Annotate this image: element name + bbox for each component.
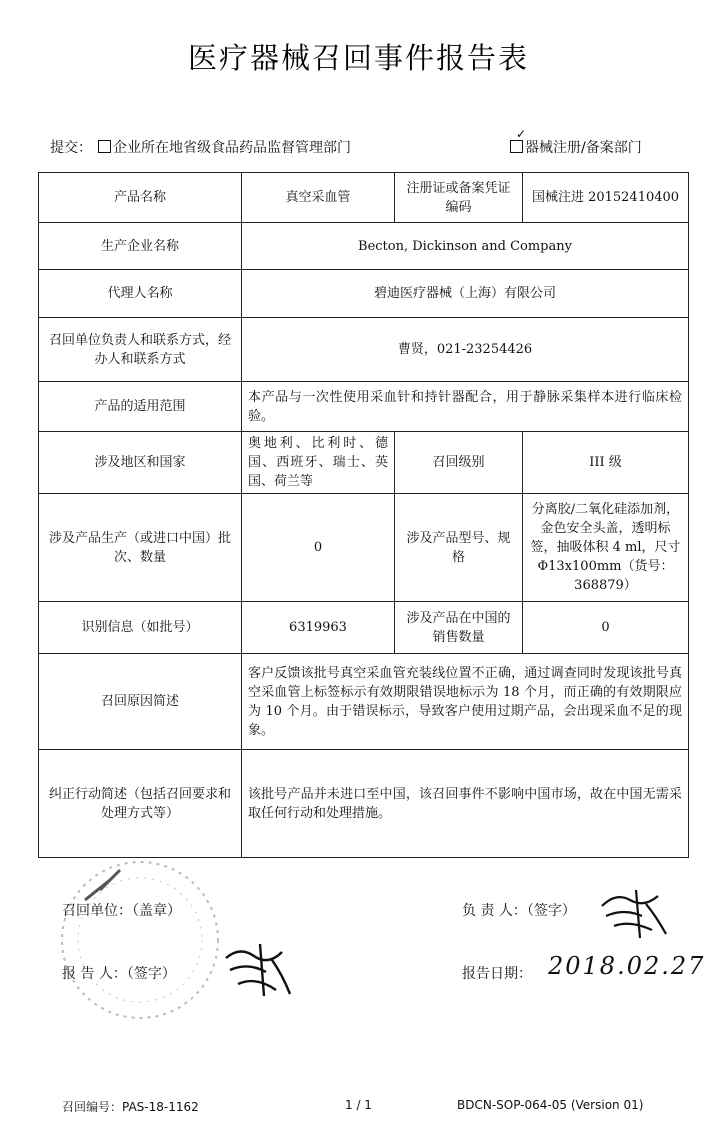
manufacturer-value: Becton, Dickinson and Company bbox=[242, 223, 689, 270]
product-name-label: 产品名称 bbox=[39, 173, 242, 223]
model-value: 分离胶/二氧化硅添加剂，金色安全头盖，透明标签，抽吸体积 4 ml，尺寸 Φ13x100mm（货号：368879） bbox=[523, 494, 689, 602]
manufacturer-label: 生产企业名称 bbox=[39, 223, 242, 270]
table-row bbox=[39, 318, 689, 382]
recall-number: 召回编号：PAS-18-1162 bbox=[62, 1100, 199, 1114]
page-number: 1 / 1 bbox=[345, 1098, 372, 1112]
checkbox-icon[interactable] bbox=[98, 140, 111, 153]
submit-label: 提交： bbox=[50, 140, 92, 156]
reg-cert-label: 注册证或备案凭证编码 bbox=[395, 173, 523, 223]
batch-value: 0 bbox=[242, 494, 395, 602]
recall-unit-label: 召回单位：（盖章） bbox=[62, 903, 181, 919]
company-seal-icon bbox=[40, 840, 240, 1040]
table-row bbox=[39, 270, 689, 318]
reason-value: 客户反馈该批号真空采血管充装线位置不正确，通过调查同时发现该批号真空采血管上标签标示有效期限错误地标示为 18 个月，而正确的有效期限应为 10 个月。由于错误标示，导致客户使用过期产品，会出现采血不足的现象。 bbox=[242, 654, 689, 750]
batch-label: 涉及产品生产（或进口中国）批次、数量 bbox=[39, 494, 242, 602]
contact-label: 召回单位负责人和联系方式，经办人和联系方式 bbox=[39, 318, 242, 382]
submit-option-provincial[interactable]: 企业所在地省级食品药品监督管理部门 bbox=[98, 137, 351, 157]
regions-value: 奥地利、比利时、德国、西班牙、瑞士、英国、荷兰等 bbox=[242, 432, 395, 494]
responsible-signature-icon bbox=[596, 886, 676, 942]
reporter-label: 报 告 人：（签字） bbox=[62, 966, 176, 982]
action-label: 纠正行动简述（包括召回要求和处理方式等） bbox=[39, 750, 242, 858]
responsible-person-label: 负 责 人：（签字） bbox=[462, 903, 576, 919]
report-date-label: 报告日期： bbox=[462, 966, 532, 982]
scope-label: 产品的适用范围 bbox=[39, 382, 242, 432]
model-label: 涉及产品型号、规格 bbox=[395, 494, 523, 602]
table-row bbox=[39, 432, 689, 494]
report-date-value: 2018.02.27 bbox=[548, 952, 706, 980]
table-row bbox=[39, 382, 689, 432]
reporter-signature-icon bbox=[218, 940, 298, 1000]
table-row bbox=[39, 173, 689, 223]
checkbox-icon[interactable] bbox=[510, 140, 523, 153]
agent-label: 代理人名称 bbox=[39, 270, 242, 318]
recall-report-table bbox=[38, 172, 689, 858]
id-label: 识别信息（如批号） bbox=[39, 602, 242, 654]
page-title: 医疗器械召回事件报告表 bbox=[187, 41, 529, 75]
action-value: 该批号产品并未进口至中国，该召回事件不影响中国市场，故在中国无需采取任何行动和处理措施。 bbox=[242, 750, 689, 858]
scope-value: 本产品与一次性使用采血针和持针器配合，用于静脉采集样本进行临床检验。 bbox=[242, 382, 689, 432]
table-row bbox=[39, 654, 689, 750]
submit-option-registration[interactable]: 器械注册/备案部门 bbox=[510, 137, 642, 157]
recall-level-value: III 级 bbox=[523, 432, 689, 494]
table-row bbox=[39, 494, 689, 602]
sales-label: 涉及产品在中国的销售数量 bbox=[395, 602, 523, 654]
regions-label: 涉及地区和国家 bbox=[39, 432, 242, 494]
table-row bbox=[39, 602, 689, 654]
reg-cert-value: 国械注进 20152410400 bbox=[523, 173, 689, 223]
table-row bbox=[39, 223, 689, 270]
checkmark-icon: ✓ bbox=[516, 127, 527, 141]
submit-line bbox=[50, 127, 670, 161]
document-code: BDCN-SOP-064-05 (Version 01) bbox=[457, 1098, 644, 1112]
sales-value: 0 bbox=[523, 602, 689, 654]
product-name-value: 真空采血管 bbox=[242, 173, 395, 223]
agent-value: 碧迪医疗器械（上海）有限公司 bbox=[242, 270, 689, 318]
reason-label: 召回原因简述 bbox=[39, 654, 242, 750]
contact-value: 曹贤，021-23254426 bbox=[242, 318, 689, 382]
recall-level-label: 召回级别 bbox=[395, 432, 523, 494]
id-value: 6319963 bbox=[242, 602, 395, 654]
